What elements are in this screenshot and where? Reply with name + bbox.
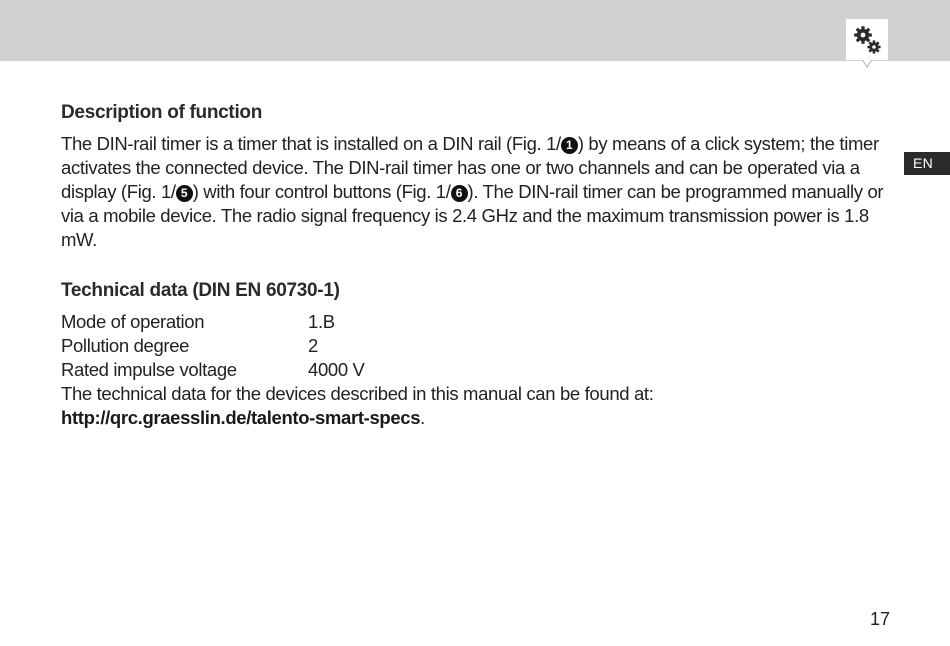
description-text: ) with four control buttons (Fig. 1/ bbox=[192, 181, 451, 202]
spec-label: Mode of operation bbox=[61, 311, 205, 332]
description-text: The DIN-rail timer is a timer that is installed on a DIN rail (Fig. 1/ bbox=[61, 133, 561, 154]
description-text: ) by means of a click system; the timer activates the connected device. The DIN-rail timer has one or two channels and can be operated via a display (Fig. 1/ bbox=[61, 133, 879, 202]
spec-row bbox=[61, 310, 891, 334]
spec-row bbox=[61, 334, 891, 358]
figure-callout-number: 1 bbox=[561, 137, 578, 154]
spec-label: Pollution degree bbox=[61, 335, 190, 356]
section-heading-description: Description of function bbox=[61, 102, 263, 123]
spec-value: 4000 V bbox=[308, 359, 365, 380]
spec-value: 1.B bbox=[308, 311, 335, 332]
url-line bbox=[61, 406, 891, 430]
description-paragraph bbox=[61, 132, 891, 252]
specs-note: The technical data for the devices described in this manual can be found at: bbox=[61, 383, 654, 404]
section-heading-technical-data: Technical data (DIN EN 60730-1) bbox=[61, 280, 340, 301]
description-text: ). The DIN-rail timer can be programmed manually or via a mobile device. The radio signal frequency is 2.4 GHz and the maximum transmission power is 1.8 mW. bbox=[61, 181, 884, 250]
specs-link[interactable]: http://qrc.graesslin.de/talento-smart-specs bbox=[61, 407, 421, 428]
spec-table bbox=[61, 310, 891, 382]
language-tab[interactable]: EN bbox=[904, 152, 950, 175]
spec-row bbox=[61, 358, 891, 382]
gears-icon bbox=[846, 19, 888, 60]
page-number: 17 bbox=[870, 609, 891, 629]
figure-callout-number: 6 bbox=[451, 185, 468, 202]
spec-label: Rated impulse voltage bbox=[61, 359, 237, 380]
tab-pointer-inner bbox=[863, 60, 871, 66]
settings-tab bbox=[846, 19, 888, 60]
url-suffix: . bbox=[420, 407, 425, 428]
spec-value: 2 bbox=[308, 335, 318, 356]
figure-callout-number: 5 bbox=[176, 185, 193, 202]
main-content bbox=[61, 100, 891, 430]
header-band bbox=[0, 0, 950, 61]
